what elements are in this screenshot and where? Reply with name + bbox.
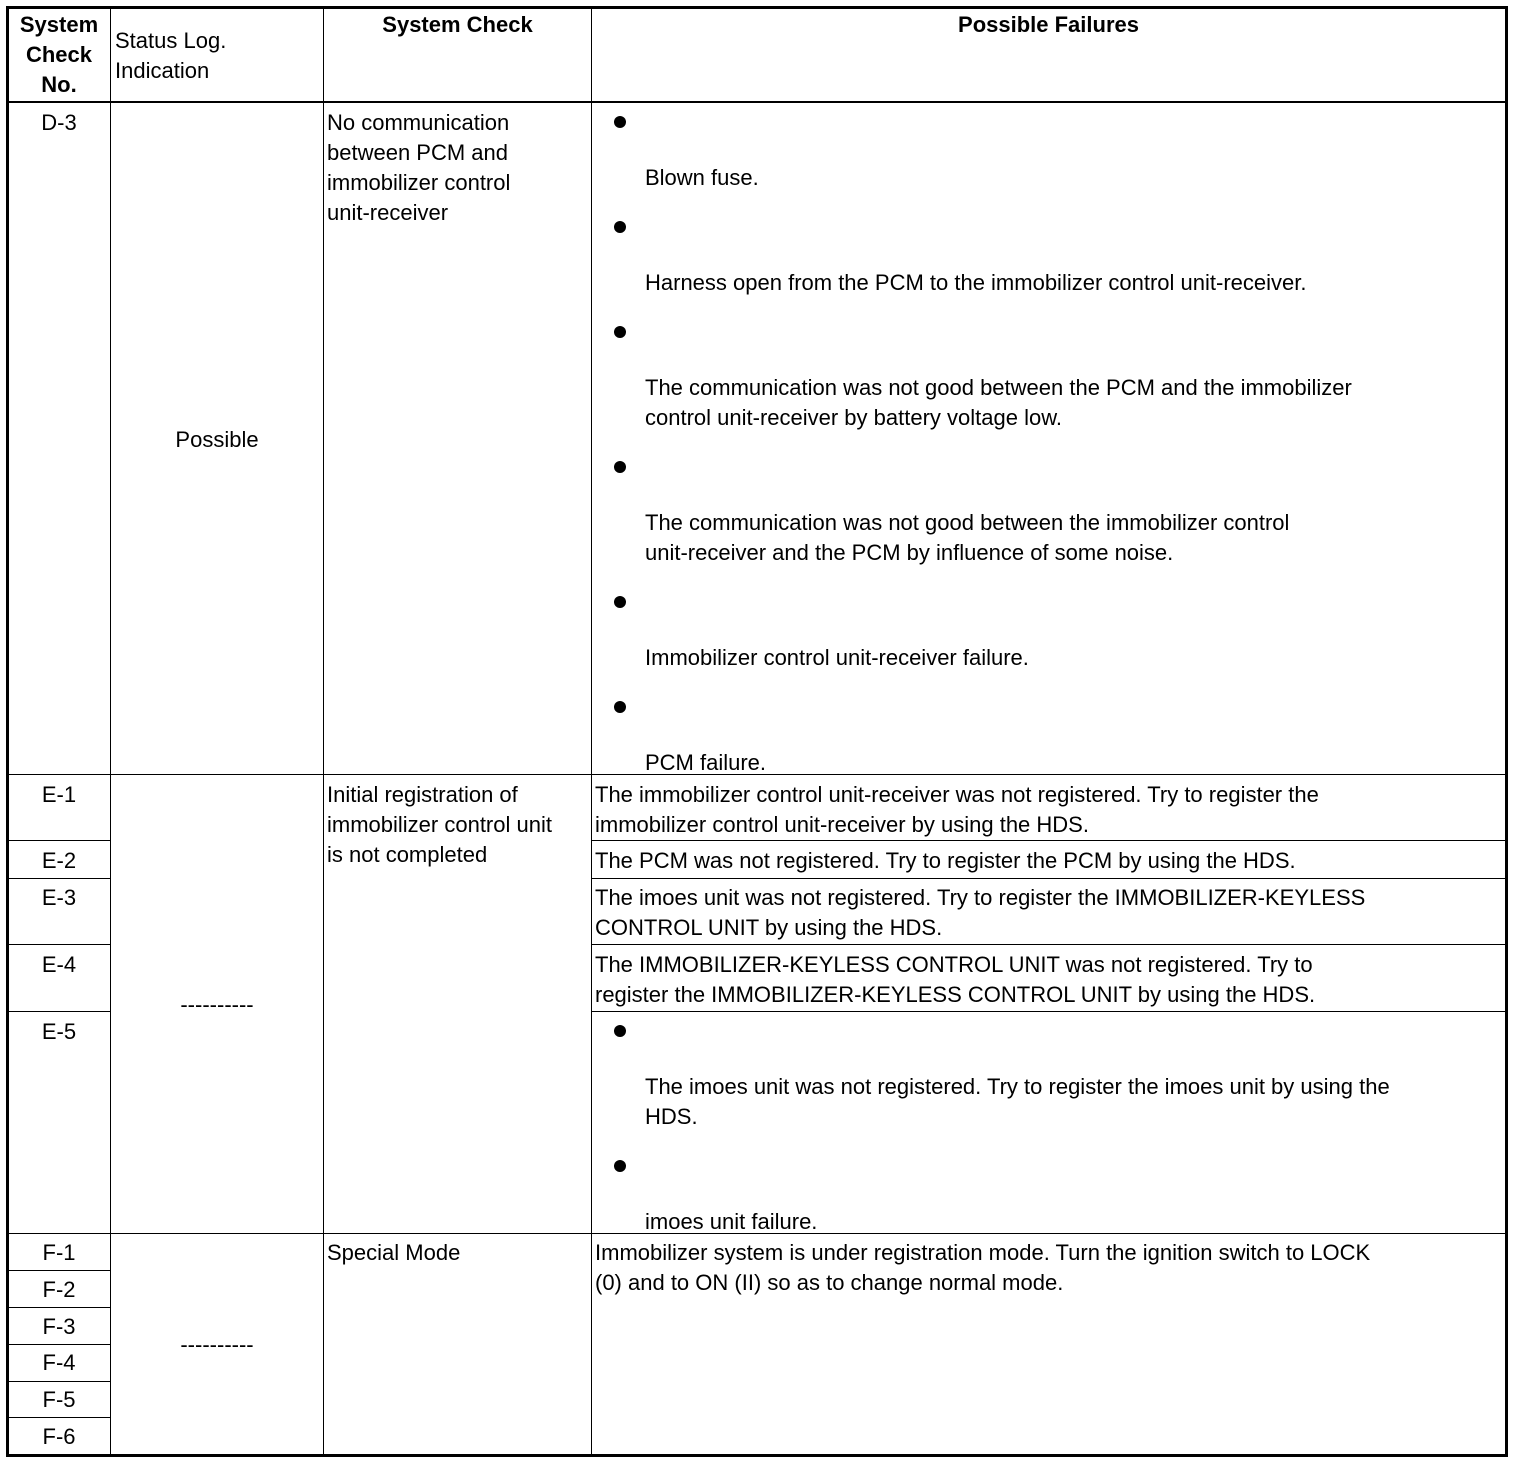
failure-f-line2: (0) and to ON (II) so as to change normal mode.: [595, 1270, 1064, 1295]
row-divider-f5: [6, 1417, 111, 1418]
failure-e2: The PCM was not registered. Try to register the PCM by using the HDS.: [595, 848, 1296, 873]
row-divider-f2: [6, 1307, 111, 1308]
bullet-icon: [614, 701, 626, 713]
system-check-d3-line3: immobilizer control: [327, 170, 511, 195]
row-divider-f4: [6, 1381, 111, 1382]
check-no-e5: E-5: [41, 1019, 77, 1044]
header-divider: [6, 101, 1508, 103]
row-divider-e1-fail: [591, 840, 1508, 841]
bullet-icon: [614, 461, 626, 473]
bullet-icon: [614, 1025, 626, 1037]
failure-e3-line2: CONTROL UNIT by using the HDS.: [595, 915, 943, 940]
header-check-no-line2: Check: [25, 42, 93, 67]
header-check-no-line3: No.: [41, 72, 77, 97]
header-status-line2: Indication: [115, 58, 210, 83]
header-status-line1: Status Log.: [115, 28, 227, 53]
system-check-d3-line4: unit-receiver: [327, 200, 449, 225]
row-divider-f1: [6, 1270, 111, 1271]
failure-d3-3-line1: The communication was not good between the PCM and the immobilizer: [645, 375, 1352, 400]
bullet-icon: [614, 221, 626, 233]
status-f-group: ----------: [180, 1332, 254, 1357]
failure-d3-4-line1: The communication was not good between the immobilizer control: [645, 510, 1290, 535]
check-no-e2: E-2: [41, 848, 77, 873]
header-possible-failures: Possible Failures: [958, 12, 1139, 37]
failure-e4-line1: The IMMOBILIZER-KEYLESS CONTROL UNIT was not registered. Try to: [595, 952, 1313, 977]
check-no-f4: F-4: [42, 1350, 76, 1375]
failure-e5-1-line2: HDS.: [645, 1104, 698, 1129]
failure-d3-3-line2: control unit-receiver by battery voltage low.: [645, 405, 1062, 430]
bullet-icon: [614, 596, 626, 608]
row-divider-e4-no: [6, 1011, 111, 1012]
row-divider-e4-fail: [591, 1011, 1508, 1012]
failure-e1-line2: immobilizer control unit-receiver by using the HDS.: [595, 812, 1089, 837]
failure-e3-line1: The imoes unit was not registered. Try to register the IMMOBILIZER-KEYLESS: [595, 885, 1366, 910]
check-no-f1: F-1: [42, 1240, 76, 1265]
row-divider-e1-no: [6, 840, 111, 841]
failure-d3-4-line2: unit-receiver and the PCM by influence of some noise.: [645, 540, 1174, 565]
row-divider-f3: [6, 1344, 111, 1345]
failure-f-line1: Immobilizer system is under registration mode. Turn the ignition switch to LOCK: [595, 1240, 1371, 1265]
row-divider-e3-no: [6, 944, 111, 945]
col-divider-3: [591, 6, 592, 1454]
failure-e4-line2: register the IMMOBILIZER-KEYLESS CONTROL UNIT by using the HDS.: [595, 982, 1316, 1007]
check-no-f5: F-5: [42, 1387, 76, 1412]
system-check-f: Special Mode: [327, 1240, 461, 1265]
check-no-e1: E-1: [41, 782, 77, 807]
failure-d3-1: Blown fuse.: [645, 165, 759, 190]
system-check-e-line1: Initial registration of: [327, 782, 518, 807]
status-d3: Possible: [175, 427, 259, 452]
check-no-d3: D-3: [41, 110, 77, 135]
failure-e1-line1: The immobilizer control unit-receiver was not registered. Try to register the: [595, 782, 1319, 807]
col-divider-1: [110, 6, 111, 1454]
system-check-e-line3: is not completed: [327, 842, 488, 867]
status-e-group: ----------: [180, 992, 254, 1017]
bullet-icon: [614, 326, 626, 338]
failure-d3-5: Immobilizer control unit-receiver failure.: [645, 645, 1029, 670]
header-system-check: System Check: [382, 12, 533, 37]
system-check-d3-line2: between PCM and: [327, 140, 508, 165]
failure-d3-2: Harness open from the PCM to the immobilizer control unit-receiver.: [645, 270, 1307, 295]
check-no-f3: F-3: [42, 1314, 76, 1339]
bullet-icon: [614, 1160, 626, 1172]
header-check-no-line1: System: [19, 12, 99, 37]
check-no-e3: E-3: [41, 885, 77, 910]
check-no-f6: F-6: [42, 1424, 76, 1449]
col-divider-2: [323, 6, 324, 1454]
check-no-f2: F-2: [42, 1277, 76, 1302]
check-no-e4: E-4: [41, 952, 77, 977]
system-check-d3-line1: No communication: [327, 110, 510, 135]
failure-d3-6: PCM failure.: [645, 750, 767, 775]
row-divider-e3-fail: [591, 944, 1508, 945]
failure-e5-1-line1: The imoes unit was not registered. Try to register the imoes unit by using the: [645, 1074, 1390, 1099]
row-divider-e2-fail: [591, 878, 1508, 879]
row-divider-e2-no: [6, 878, 111, 879]
system-check-e-line2: immobilizer control unit: [327, 812, 552, 837]
bullet-icon: [614, 116, 626, 128]
failure-e5-2: imoes unit failure.: [645, 1209, 818, 1234]
